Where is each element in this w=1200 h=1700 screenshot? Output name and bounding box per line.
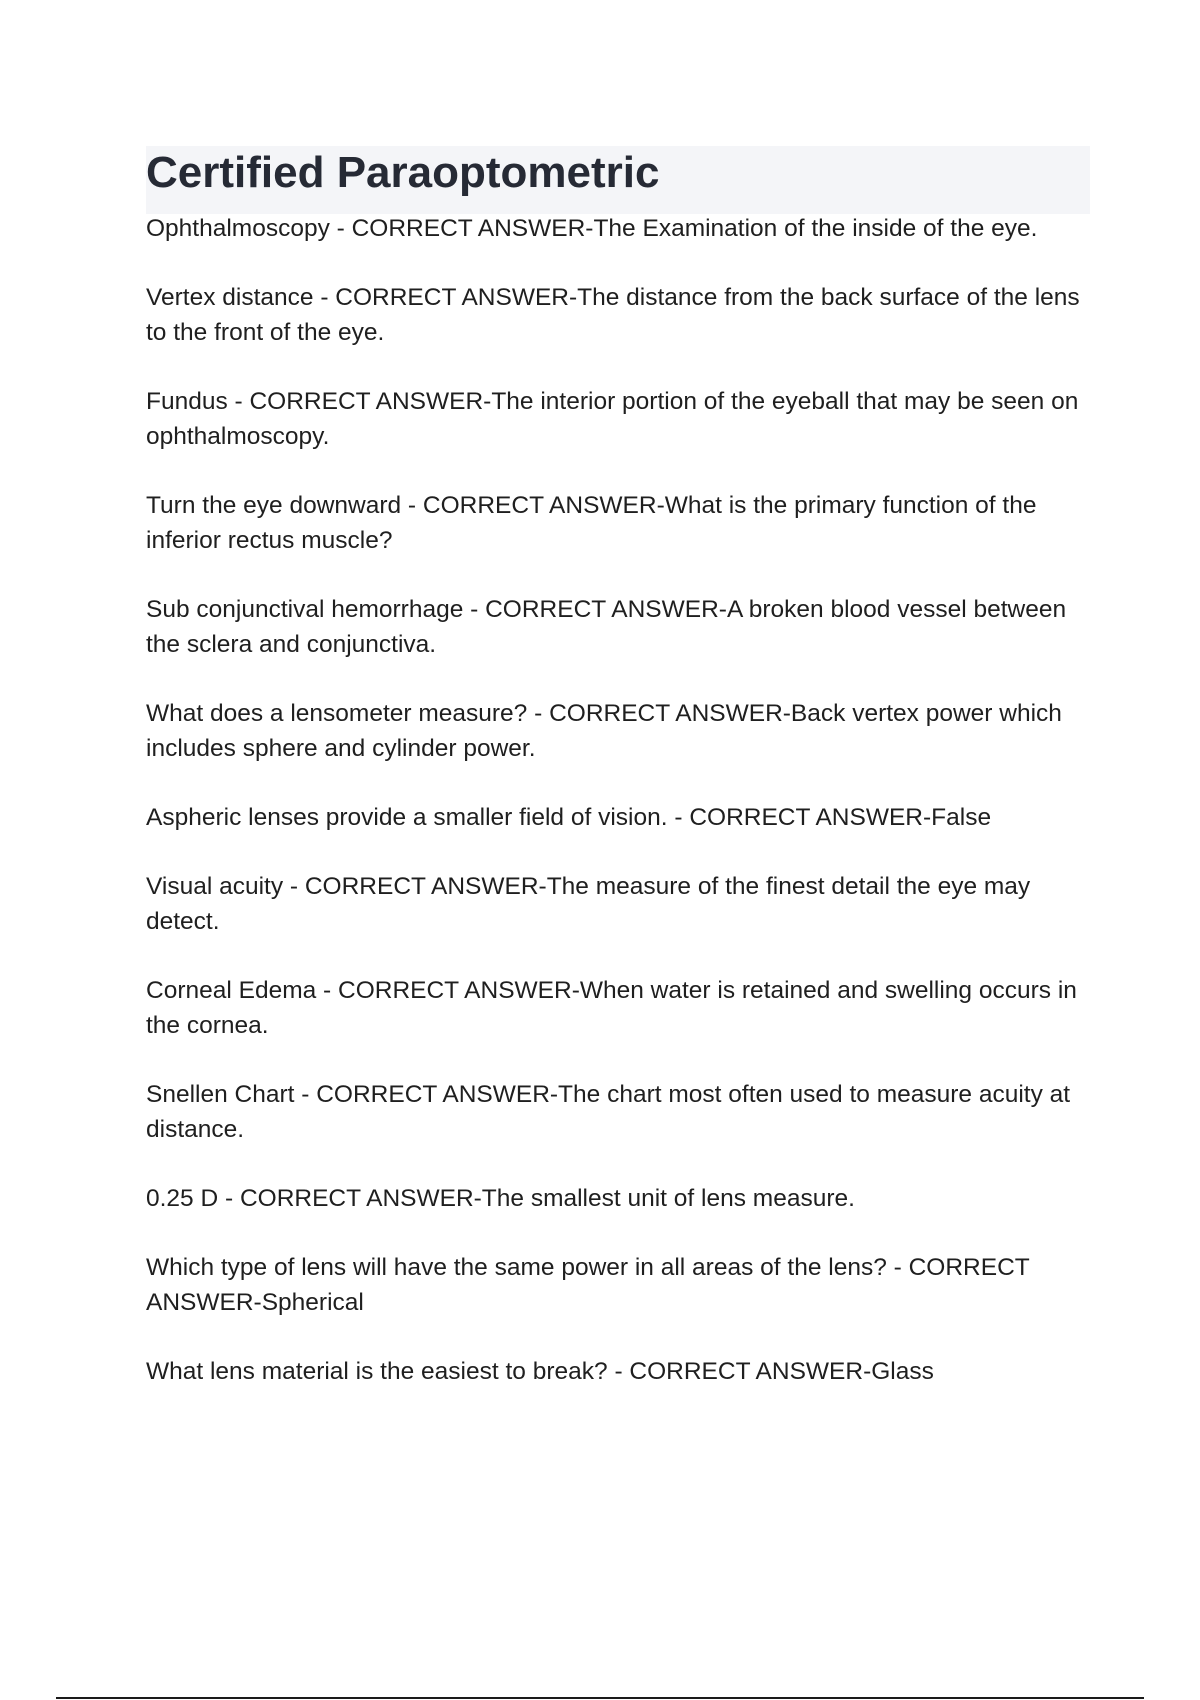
qa-item: Fundus - CORRECT ANSWER-The interior portion of the eyeball that may be seen on ophthalmoscopy. (146, 388, 1079, 450)
qa-item: Aspheric lenses provide a smaller field of vision. - CORRECT ANSWER-False (146, 804, 992, 831)
document-title: Certified Paraoptometric (146, 148, 660, 197)
qa-item: Sub conjunctival hemorrhage - CORRECT ANSWER-A broken blood vessel between the sclera and conjunctiva. (146, 596, 1067, 658)
qa-item: What lens material is the easiest to break? - CORRECT ANSWER-Glass (146, 1358, 934, 1385)
qa-item: What does a lensometer measure? - CORRECT ANSWER-Back vertex power which includes sphere and cylinder power. (146, 700, 1062, 762)
qa-item: Turn the eye downward - CORRECT ANSWER-What is the primary function of the inferior rectus muscle? (146, 492, 1037, 554)
qa-item: 0.25 D - CORRECT ANSWER-The smallest unit of lens measure. (146, 1185, 855, 1212)
qa-item: Snellen Chart - CORRECT ANSWER-The chart most often used to measure acuity at distance. (146, 1081, 1071, 1143)
qa-item: Visual acuity - CORRECT ANSWER-The measure of the finest detail the eye may detect. (146, 873, 1031, 935)
qa-item: Which type of lens will have the same power in all areas of the lens? - CORRECT ANSWER-Spherical (146, 1254, 1030, 1316)
qa-list (146, 211, 1091, 1423)
qa-item: Ophthalmoscopy - CORRECT ANSWER-The Examination of the inside of the eye. (146, 215, 1038, 242)
footer-divider (56, 1697, 1144, 1699)
qa-item: Vertex distance - CORRECT ANSWER-The distance from the back surface of the lens to the front of the eye. (146, 284, 1080, 346)
qa-item: Corneal Edema - CORRECT ANSWER-When water is retained and swelling occurs in the cornea. (146, 977, 1077, 1039)
